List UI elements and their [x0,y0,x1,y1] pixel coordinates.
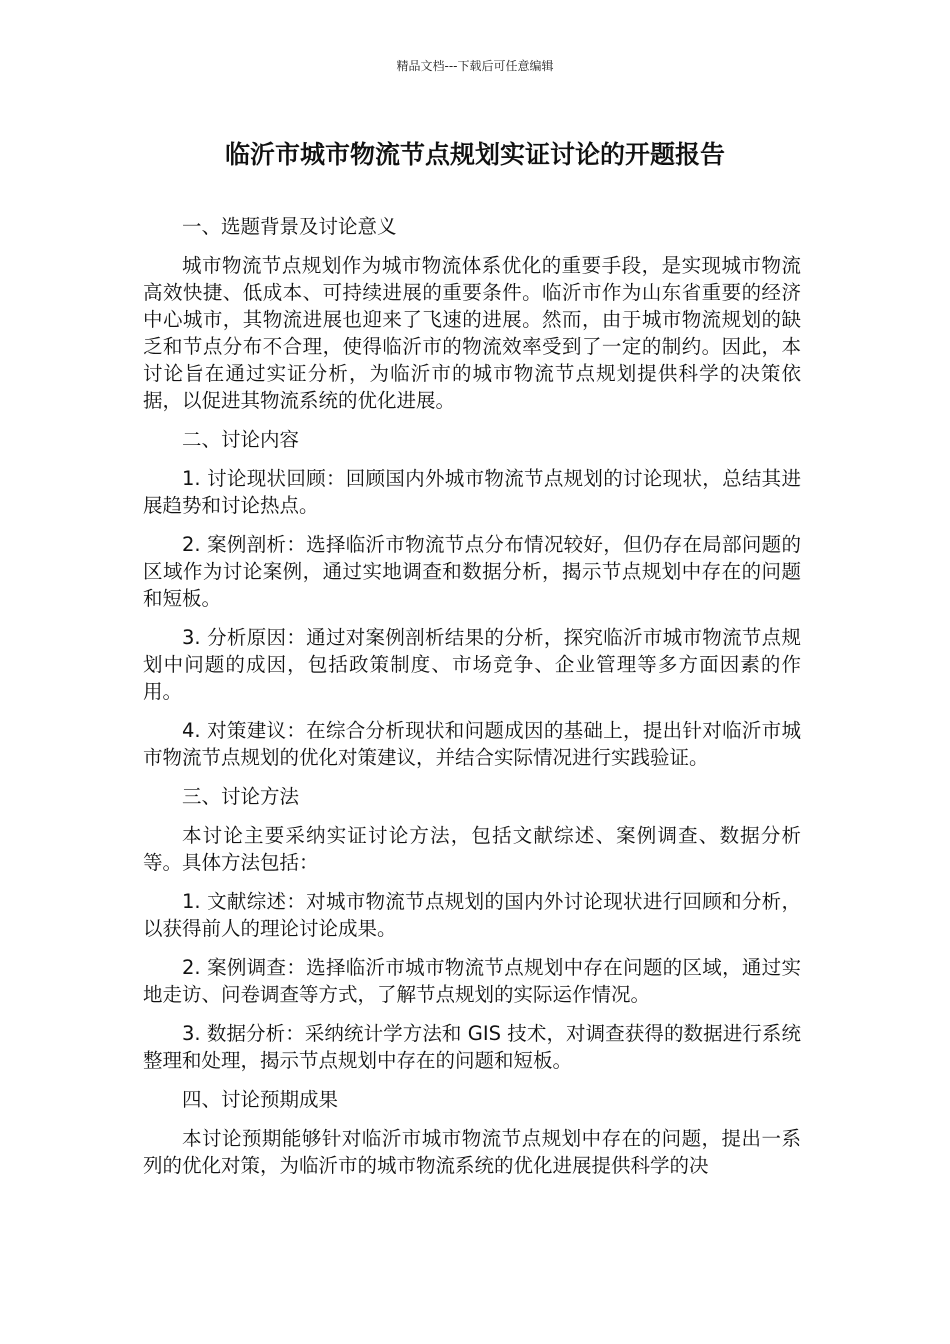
paragraph-outcomes: 本讨论预期能够针对临沂市城市物流节点规划中存在的问题，提出一系列的优化对策，为临沂市的城市物流系统的优化进展提供科学的决 [143,1127,801,1177]
paragraph-methods-item-1: 1. 文献综述：对城市物流节点规划的国内外讨论现状进行回顾和分析，以获得前人的理论讨论成果。 [143,890,801,940]
paragraph-content-item-2: 2. 案例剖析：选择临沂市物流节点分布情况较好，但仍存在局部问题的区域作为讨论案例，通过实地调查和数据分析，揭示节点规划中存在的问题和短板。 [143,533,801,610]
page-header-watermark: 精品文档---下载后可任意编辑 [396,59,554,73]
document-title: 临沂市城市物流节点规划实证讨论的开题报告 [224,140,725,169]
paragraph-background: 城市物流节点规划作为城市物流体系优化的重要手段，是实现城市物流高效快捷、低成本、可持续进展的重要条件。临沂市作为山东省重要的经济中心城市，其物流进展也迎来了飞速的进展。然而，由于城市物流规划的缺乏和节点分布不合理，使得临沂市的物流效率受到了一定的制约。因此，本讨论旨在通过实证分析，为临沂市的城市物流节点规划提供科学的决策依据，以促进其物流系统的优化进展。 [143,254,801,412]
paragraph-methods-item-3: 3. 数据分析：采纳统计学方法和 GIS 技术，对调查获得的数据进行系统整理和处理，揭示节点规划中存在的问题和短板。 [143,1022,801,1072]
section-heading-methods: 三、讨论方法 [182,785,300,808]
paragraph-methods-intro: 本讨论主要采纳实证讨论方法，包括文献综述、案例调查、数据分析等。具体方法包括： [143,824,801,874]
section-heading-outcomes: 四、讨论预期成果 [182,1088,339,1111]
paragraph-methods-item-2: 2. 案例调查：选择临沂市城市物流节点规划中存在问题的区域，通过实地走访、问卷调查等方式，了解节点规划的实际运作情况。 [143,956,801,1006]
paragraph-content-item-3: 3. 分析原因：通过对案例剖析结果的分析，探究临沂市城市物流节点规划中问题的成因，包括政策制度、市场竞争、企业管理等多方面因素的作用。 [143,626,801,703]
paragraph-content-item-1: 1. 讨论现状回顾：回顾国内外城市物流节点规划的讨论现状，总结其进展趋势和讨论热点。 [143,467,801,517]
document-body [143,213,801,1191]
section-heading-content: 二、讨论内容 [182,428,300,451]
paragraph-content-item-4: 4. 对策建议：在综合分析现状和问题成因的基础上，提出针对临沂市城市物流节点规划的优化对策建议，并结合实际情况进行实践验证。 [143,719,801,769]
section-heading-background: 一、选题背景及讨论意义 [182,215,397,238]
